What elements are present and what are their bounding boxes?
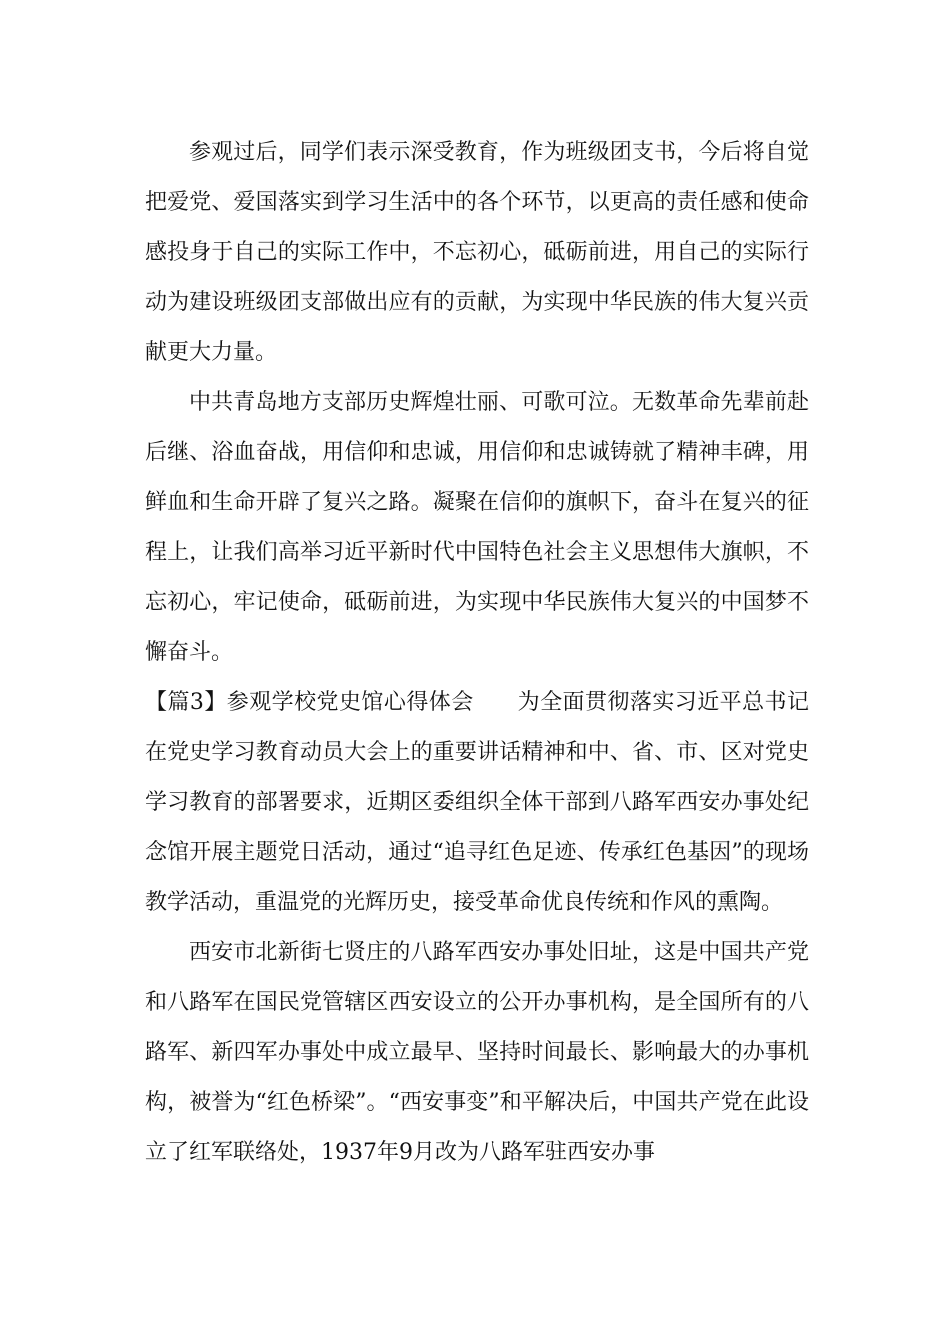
paragraph-3-text: 为全面贯彻落实习近平总书记在党史学习教育动员大会上的重要讲话精神和中、省、市、区对党史学习教育的部署要求，近期区委组织全体干部到八路军西安办事处纪念馆开展主题党日活动，通过“追寻红色足迹、传承红色基因”的现场教学活动，重温党的光辉历史，接受革命优良传统和作风的熏陶。 bbox=[145, 690, 809, 915]
section-heading: 【篇3】参观学校党史馆心得体会 bbox=[145, 690, 474, 715]
paragraph-4: 西安市北新街七贤庄的八路军西安办事处旧址，这是中国共产党和八路军在国民党管辖区西安设立的公开办事机构，是全国所有的八路军、新四军办事处中成立最早、坚持时间最长、影响最大的办事机构，被誉为“红色桥梁”。“西安事变”和平解决后，中国共产党在此设立了红军联络处，1937年9月改为八路军驻西安办事 bbox=[145, 940, 809, 1165]
paragraph-2: 中共青岛地方支部历史辉煌壮丽、可歌可泣。无数革命先辈前赴后继、浴血奋战，用信仰和忠诚，用信仰和忠诚铸就了精神丰碑，用鲜血和生命开辟了复兴之路。凝聚在信仰的旗帜下，奋斗在复兴的征程上，让我们高举习近平新时代中国特色社会主义思想伟大旗帜，不忘初心，牢记使命，砥砺前进，为实现中华民族伟大复兴的中国梦不懈奋斗。 bbox=[145, 390, 809, 665]
paragraph-3 bbox=[145, 678, 809, 928]
document-body bbox=[145, 128, 809, 1178]
paragraph-1: 参观过后，同学们表示深受教育，作为班级团支书，今后将自觉把爱党、爱国落实到学习生活中的各个环节，以更高的责任感和使命感投身于自己的实际工作中，不忘初心，砥砺前进，用自己的实际行动为建设班级团支部做出应有的贡献，为实现中华民族的伟大复兴贡献更大力量。 bbox=[145, 140, 809, 365]
